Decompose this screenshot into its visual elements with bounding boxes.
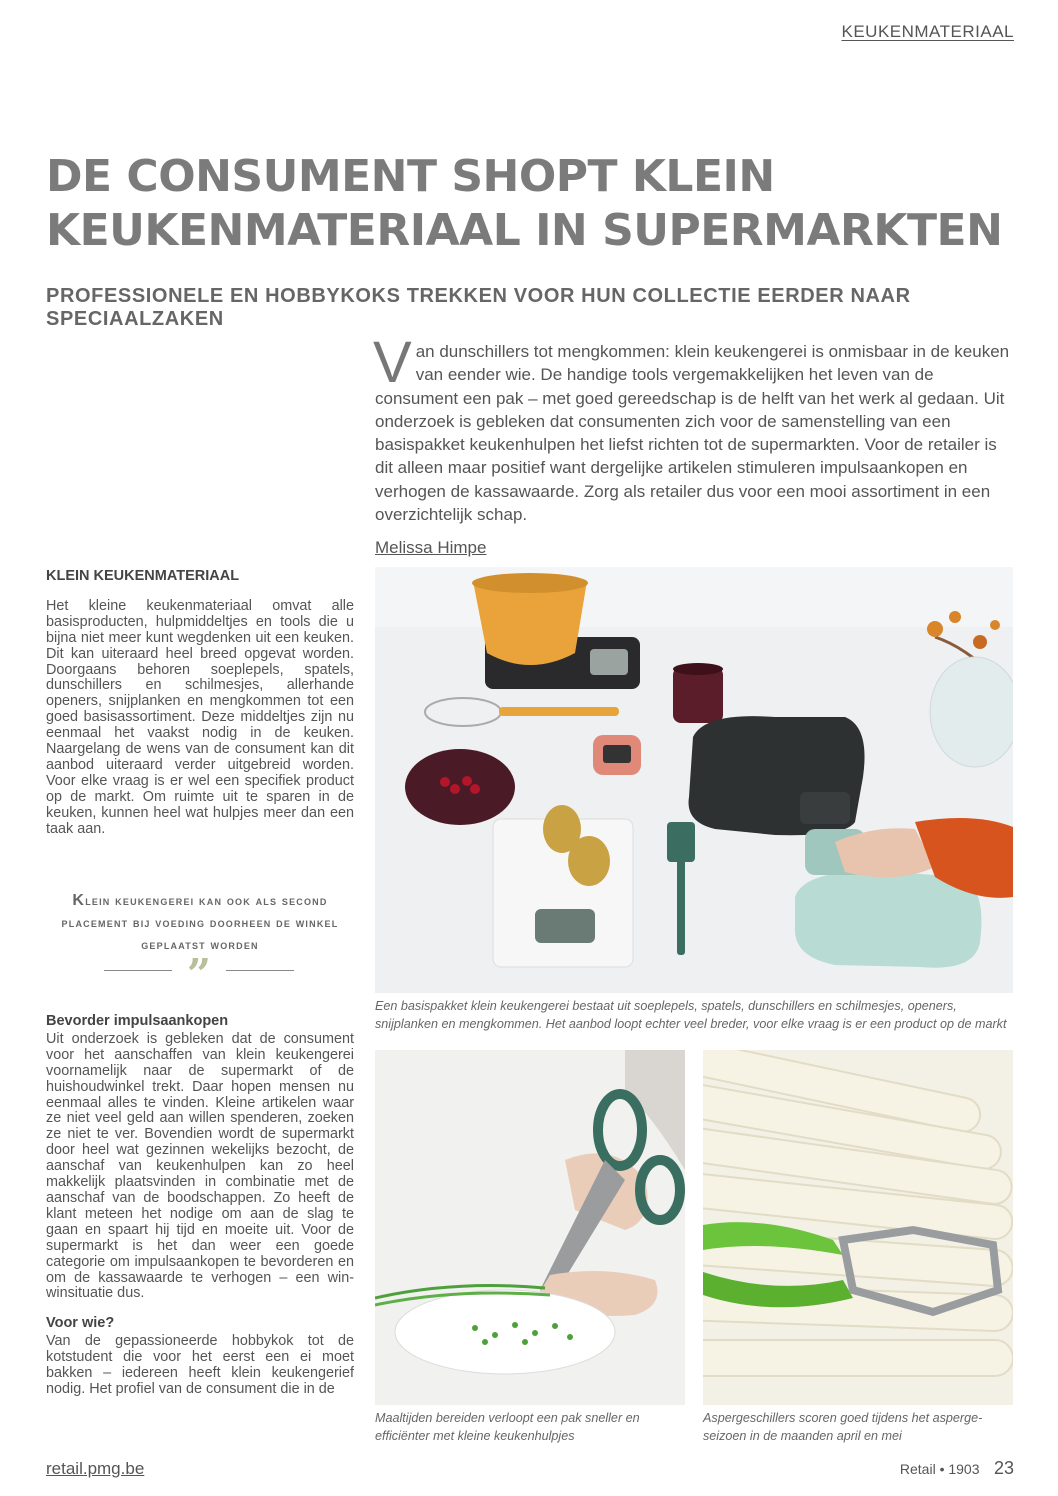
footer-url-link[interactable]: retail.pmg.be [46, 1459, 145, 1478]
divider-line-right [226, 970, 294, 971]
section-heading: KLEIN KEUKENMATERIAAL [46, 568, 240, 584]
magazine-issue: Retail • 1903 [899, 1461, 980, 1477]
kitchen-tools-photo [375, 567, 1013, 993]
photo-caption: Maaltijden bereiden verloopt een pak sneller en efficiënter met kleine keukenhulpjes [375, 1411, 640, 1443]
section-body: Van de gepassioneerde hobbykok tot de kotstudent die voor het eerst een ei moet bakken – iedereen heeft klein keukengerief nodig. Het profiel van de consument die in de [46, 1333, 354, 1397]
drop-cap: V [373, 330, 412, 395]
section-heading: Voor wie? [46, 1315, 115, 1332]
section-body: Het kleine keukenmateriaal omvat alle basisproducten, hulpmiddeltjes en tools die u bijna niet meer kunt wegdenken uit een keuken. Dit kan uiteraard heel breed opgevat worden. Doorgaans behoren soeplepels, spatels, dunschillers en schilmesjes, allerhande openers, snijplanken en mengkommen tot een goed basisassortiment. Deze middeltjes zijn nu eenmaal het vaakst nodig in de keuken. Naargelang de wens van de consument kan dit aanbod uiteraard verder uitgebreid worden. Voor elke vraag is er wel een specifiek product op de markt. Om ruimte uit te sparen in de keuken, kunnen heel wat hulpjes meer dan een taak aan. [46, 597, 354, 837]
article-title: DE CONSUMENT SHOPT KLEIN KEUKENMATERIAAL IN SUPERMARKTEN [46, 151, 1003, 256]
section-tag: KEUKENMATERIAAL [841, 22, 1014, 41]
section-body: Uit onderzoek is gebleken dat de consument voor het aanschaffen van klein keukengerei voornamelijk naar de supermarkt of de huishoudwinkel trekt. Daar hopen mensen nu eenmaal alles te vinden. Kleine artikelen waar ze niet veel geld aan willen spenderen, zoeken ze niet te ver. Bovendien wordt de supermarkt door heel wat gezinnen wekelijks bezocht, de aanschaf van keukenhulpen kan zo heel makkelijk plaatsvinden in combinatie met de aanschaf van de boodschappen. Zo heeft de klant meteen het nodige om aan de slag te gaan en spaart hij tijd en moeite uit. Voor de supermarkt is het dan weer een goede categorie om impulsaankopen te bevorderen en om de kassawaarde te verhogen – een win-winsituatie dus. [46, 1030, 354, 1302]
quote-divider [104, 950, 294, 999]
photo-caption: Een basispakket klein keukengerei bestaat uit soeplepels, spatels, dunschillers en schilmesjes, openers, snijplanken en mengkommen. Het aanbod loopt echter veel breder, voor elke vraag is er een product op de markt [375, 999, 1007, 1031]
article-subtitle: PROFESSIONELE EN HOBBYKOKS TREKKEN VOOR HUN COLLECTIE EERDER NAAR SPECIAALZAKEN [46, 285, 911, 330]
article-intro [373, 330, 1015, 526]
footer-page-info [900, 1458, 1014, 1479]
quote-mark-icon: ” [186, 950, 212, 999]
section-klein-keukenmateriaal [46, 569, 354, 838]
photo-caption: Aspergeschillers scoren goed tijdens het asperge-seizoen in de maanden april en mei [703, 1411, 983, 1443]
author-byline[interactable]: Melissa Himpe [375, 538, 487, 557]
divider-line-left [104, 970, 172, 971]
page-number: 23 [993, 1458, 1014, 1478]
herb-scissors-photo [375, 1050, 685, 1405]
asparagus-peeler-photo [703, 1050, 1013, 1405]
pull-quote: Klein keukengerei kan ook als second placement bij voeding doorheen de winkel geplaatst worden [61, 892, 339, 952]
intro-text: an dunschillers tot mengkommen: klein keukengerei is onmisbaar in de keuken van eender wie. De handige tools vergemakkelijken het leven van de consument een pak – met goed gereedschap is de helft van het werk al gedaan. Uit onderzoek is gebleken dat consumenten zich voor de samenstelling van een basispakket keukenhulpen het liefst richten tot de supermarkten. Voor de retailer is dit alleen maar positief want dergelijke artikelen stimuleren impulsaankopen en verhogen de kassawaarde. Zorg als retailer dus voor een mooi assortiment in een overzichtelijk schap. [375, 342, 1010, 525]
section-heading: Bevorder impulsaankopen [46, 1013, 229, 1029]
section-impulsaankopen [46, 1014, 354, 1398]
